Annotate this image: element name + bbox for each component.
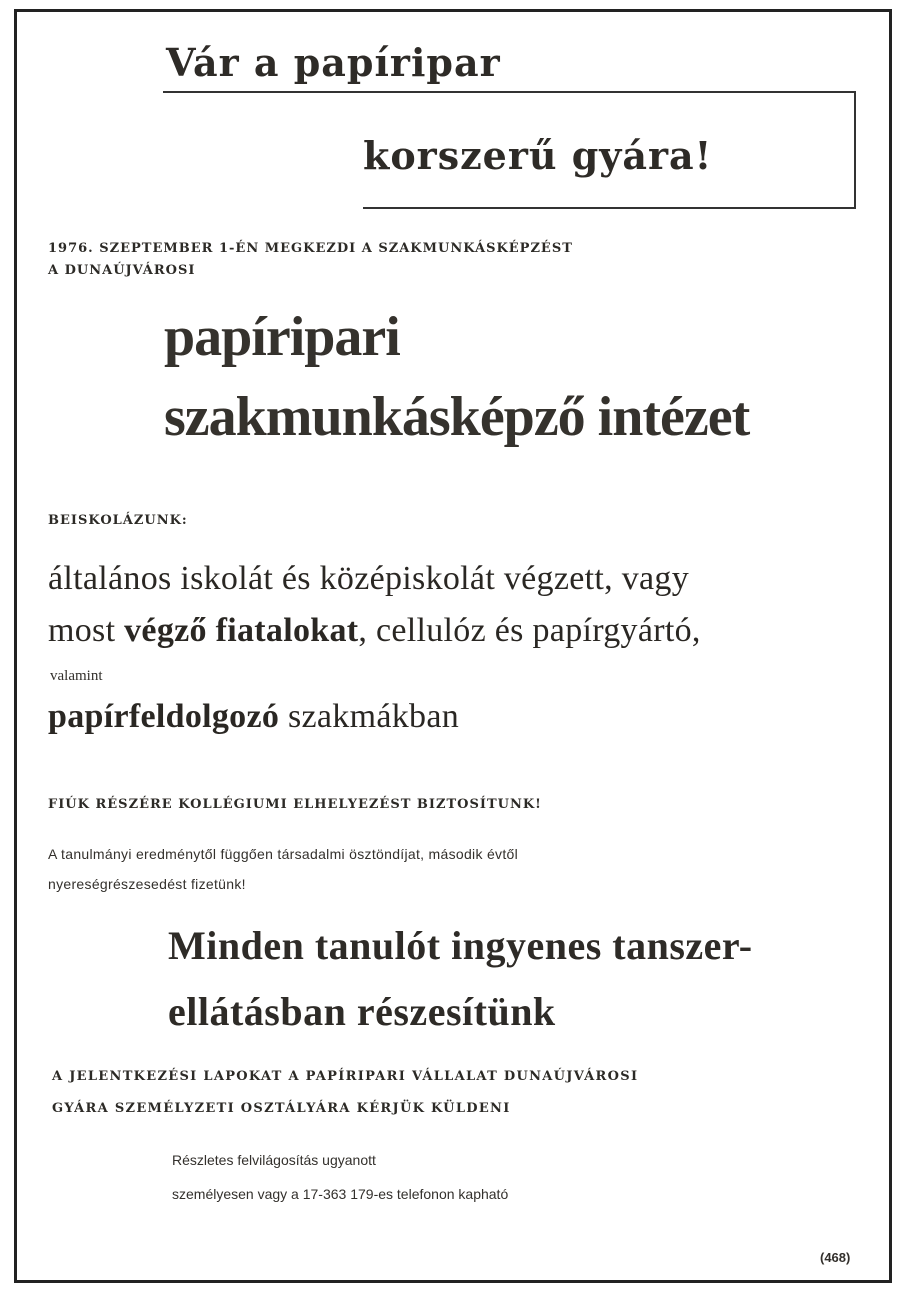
enroll-line-2-c: , cellulóz és papírgyártó, — [358, 612, 701, 649]
headline-rule-bottom — [363, 207, 856, 209]
institute-line-1: papíripari — [164, 306, 400, 368]
enroll-line-3 — [48, 698, 459, 736]
intro-line-1: 1976. SZEPTEMBER 1-ÉN MEGKEZDI A SZAKMUNKÁSKÉPZÉST — [48, 241, 573, 256]
institute-line-2: szakmunkásképző intézet — [164, 386, 750, 448]
supplies-line-2: ellátásban részesítünk — [168, 989, 556, 1034]
enroll-line-2-b: végző fiatalokat — [124, 612, 359, 649]
headline-line-1: Vár a papíripar — [166, 40, 501, 85]
enroll-line-1: általános iskolát és középiskolát végzett, vagy — [48, 560, 690, 597]
info-line-1: Részletes felvilágosítás ugyanott — [172, 1152, 376, 1168]
dorm-line-1: A tanulmányi eredménytől függően társadalmi ösztöndíjat, második évtől — [48, 846, 519, 862]
enroll-valamint: valamint — [50, 668, 103, 684]
headline-line-2: korszerű gyára! — [363, 133, 713, 178]
headline-rule-vertical — [854, 91, 856, 209]
dorm-heading: FIÚK RÉSZÉRE KOLLÉGIUMI ELHELYEZÉST BIZTOSÍTUNK! — [48, 797, 542, 812]
ad-reference-number: (468) — [820, 1250, 851, 1265]
enroll-heading: BEISKOLÁZUNK: — [48, 513, 188, 528]
enroll-line-2-a: most — [48, 612, 125, 649]
dorm-line-2: nyereségrészesedést fizetünk! — [48, 876, 246, 892]
intro-line-2: A DUNAÚJVÁROSI — [48, 263, 196, 278]
headline — [163, 40, 858, 178]
enroll-line-3-a: papírfeldolgozó — [48, 698, 280, 735]
apply-line-2: GYÁRA SZEMÉLYZETI OSZTÁLYÁRA KÉRJÜK KÜLDENI — [52, 1101, 511, 1116]
enroll-line-3-b: szakmákban — [279, 698, 460, 735]
supplies-line-1: Minden tanulót ingyenes tanszer- — [168, 923, 753, 968]
headline-rule-top — [163, 91, 856, 93]
info-line-2: személyesen vagy a 17-363 179-es telefonon kapható — [172, 1186, 509, 1202]
apply-line-1: A JELENTKEZÉSI LAPOKAT A PAPÍRIPARI VÁLLALAT DUNAÚJVÁROSI — [52, 1069, 639, 1084]
enroll-line-2 — [48, 612, 701, 650]
